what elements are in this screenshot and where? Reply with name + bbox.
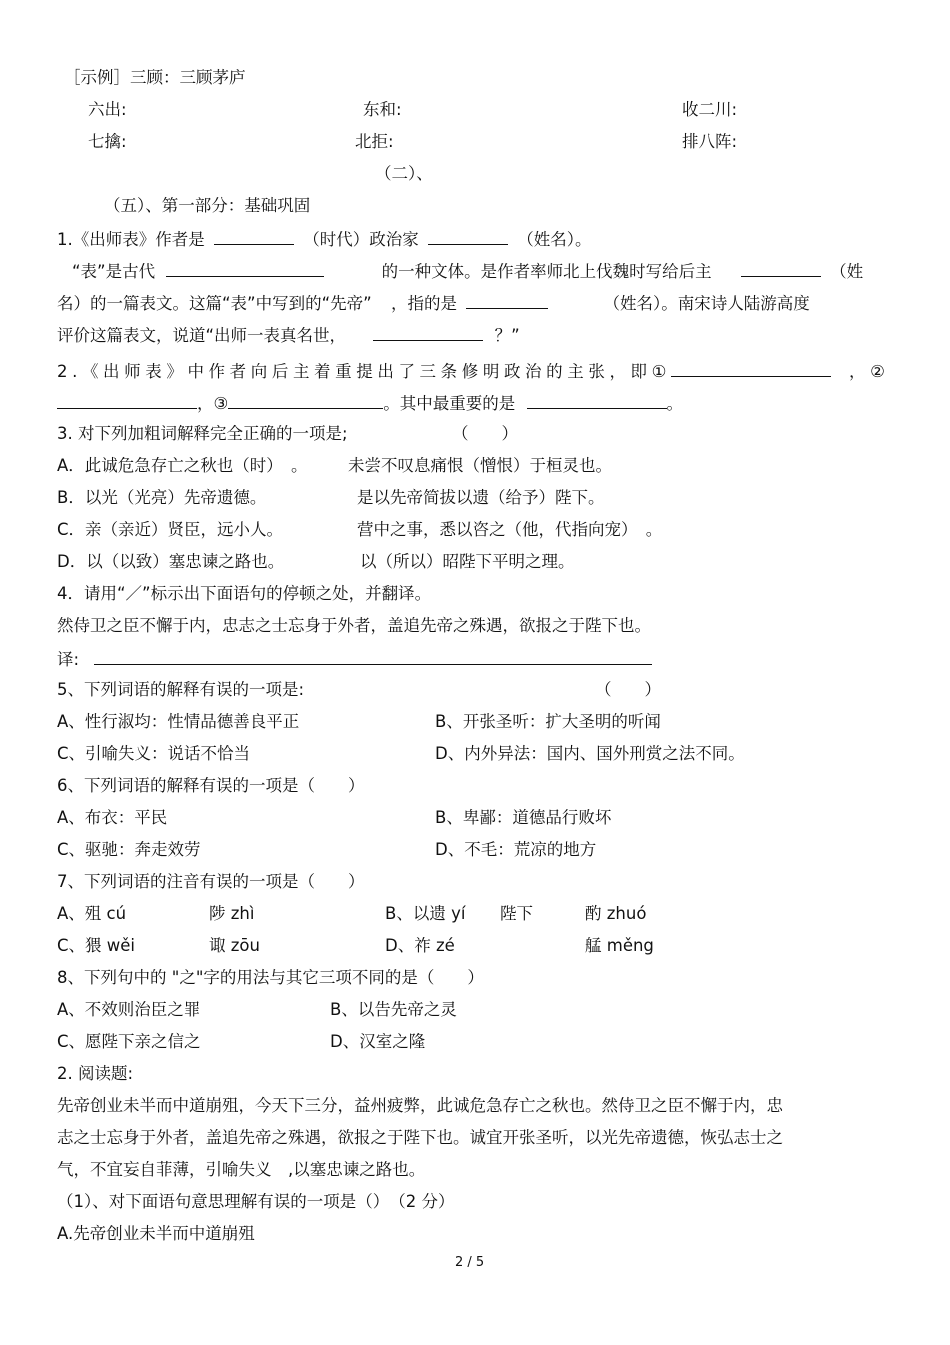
question-7-stem: 7、下列词语的注音有误的一项是（ ） [57,872,365,891]
answer-blank[interactable] [166,260,324,277]
question-2-line-2 [57,392,683,414]
q1-text: （姓 [830,262,864,281]
option-c: C、驱驰：奔走效劳 [57,840,201,859]
q1-text: 评价这篇表文，说道“出师一表真名世， [57,326,347,345]
section-two-heading: （二）、 [375,164,433,183]
question-1-line-1 [57,228,592,250]
q2-text: 。其中最重要的是 [383,394,516,413]
pinyin-item: 艋 měng [585,936,654,955]
option-c-right: 营中之事，悉以咨之（他，代指向宠） 。 [357,520,663,539]
answer-blank[interactable] [741,260,821,277]
option-c: C、引喻失义：说话不恰当 [57,744,251,763]
reading-sub-question: （1）、对下面语句意思理解有误的一项是（） （2 分） [57,1192,455,1211]
option-a: A．此诚危急存亡之秋也（时） 。 [57,456,308,475]
pinyin-item: 陟 zhì [209,904,255,923]
q1-text: ？” [494,326,520,345]
example-item: 收二川: [682,100,738,119]
question-8-stem: 8、下列句中的 "之"字的用法与其它三项不同的是（ ） [57,968,484,987]
pinyin-item: 诹 zōu [209,936,260,955]
option-b: B、开张圣听：扩大圣明的听闻 [435,712,661,731]
option-a: A、不效则治臣之罪 [57,1000,201,1019]
reading-passage-line: 先帝创业未半而中道崩殂，今天下三分，益州疲弊，此诚危急存亡之秋也。然侍卫之臣不懈于内，忠 [57,1096,783,1115]
answer-blank[interactable] [527,392,667,409]
question-1-line-2 [72,260,863,282]
answer-blank[interactable] [214,228,294,245]
example-item: 东和: [363,100,402,119]
option-d: D．以（以致）塞忠谏之路也。 [57,552,285,571]
answer-blank[interactable] [228,392,383,409]
section-five-heading: （五）、第一部分：基础巩固 [104,196,311,215]
pinyin-item: 陛下 [500,904,533,923]
option-d: D、汉室之隆 [330,1032,426,1051]
option-a: A、性行淑均：性情品德善良平正 [57,712,300,731]
option-a: A、布衣：平民 [57,808,168,827]
example-item: 北拒: [355,132,394,151]
page-number: 2 / 5 [455,1255,485,1270]
option-d-right: 以（所以）昭陛下平明之理。 [360,552,575,571]
answer-blank[interactable] [428,228,508,245]
option-b: B、卑鄙：道德品行败坏 [435,808,612,827]
pinyin-item: 酌 zhuó [585,904,647,923]
option-c: C、猥 wěi [57,936,135,955]
q1-text: （姓名）。南宋诗人陆游高度 [603,294,810,313]
question-4-stem: 4．请用“／”标示出下面语句的停顿之处，并翻译。 [57,584,432,603]
q2-text: 。 [666,394,684,413]
q1-text: ，指的是 [390,294,457,313]
option-d: D、祚 zé [385,936,455,955]
question-1-line-3 [57,292,810,314]
example-item: 六出: [88,100,127,119]
option-d: D、内外异法：国内、国外刑赏之法不同。 [435,744,745,763]
reading-title: 2. 阅读题: [57,1064,134,1083]
answer-blank[interactable] [466,292,548,309]
option-c: C．亲（亲近）贤臣，远小人。 [57,520,284,539]
q1-text: （姓名）。 [517,230,592,249]
question-3-stem: 3. 对下列加粗词解释完全正确的一项是; [57,424,348,443]
q1-text: 名）的一篇表文。这篇“表”中写到的“先帝” [57,294,372,313]
q1-text: 1.《出师表》作者是 [57,230,205,249]
option-c: C、愿陛下亲之信之 [57,1032,201,1051]
q2-text: ，② [849,362,890,381]
example-item: 七擒: [88,132,127,151]
answer-blank[interactable] [373,324,483,341]
q1-text: （时代）政治家 [303,230,419,249]
translation-blank[interactable] [94,648,652,665]
reading-option-a: A.先帝创业未半而中道崩殂 [57,1224,255,1243]
q2-text: ，③ [197,394,229,413]
question-1-line-4 [57,324,520,346]
question-6-stem: 6、下列词语的解释有误的一项是（ ） [57,776,365,795]
reading-passage-line: 志之士忘身于外者，盖追先帝之殊遇，欲报之于陛下也。诚宜开张圣听，以光先帝遗德，恢弘志士之 [57,1128,783,1147]
q2-text: 2.《出师表》中作者向后主着重提出了三条修明政治的主张，即① [57,362,672,381]
q1-text: “表”是古代 [72,262,156,281]
q1-text: 的一种文体。是作者率师北上伐魏时写给后主 [381,262,712,281]
option-b-right: 是以先帝简拔以遗（给予）陛下。 [357,488,605,507]
answer-paren[interactable]: （ ） [452,424,518,443]
question-5-stem: 5、下列词语的解释有误的一项是: [57,680,305,699]
option-a: A、殂 cú [57,904,127,923]
option-d: D、不毛：荒凉的地方 [435,840,597,859]
translation-label: 译: [57,650,80,669]
example-item: 排八阵: [682,132,738,151]
option-b: B、以遗 yí [385,904,466,923]
question-4-translation [57,648,652,670]
answer-blank[interactable] [57,392,197,409]
question-2-line-1 [57,360,890,382]
answer-blank[interactable] [671,360,831,377]
option-a-right: 未尝不叹息痛恨（憎恨）于桓灵也。 [348,456,612,475]
option-b: B、以告先帝之灵 [330,1000,457,1019]
reading-passage-line: 气，不宜妄自菲薄，引喻失义 ,以塞忠谏之路也。 [57,1160,426,1179]
question-4-text: 然侍卫之臣不懈于内，忠志之士忘身于外者，盖追先帝之殊遇，欲报之于陛下也。 [57,616,651,635]
example-line: ［示例］三顾：三顾茅庐 [64,68,246,87]
option-b: B．以光（光亮）先帝遗德。 [57,488,267,507]
answer-paren[interactable]: （ ） [595,680,661,699]
